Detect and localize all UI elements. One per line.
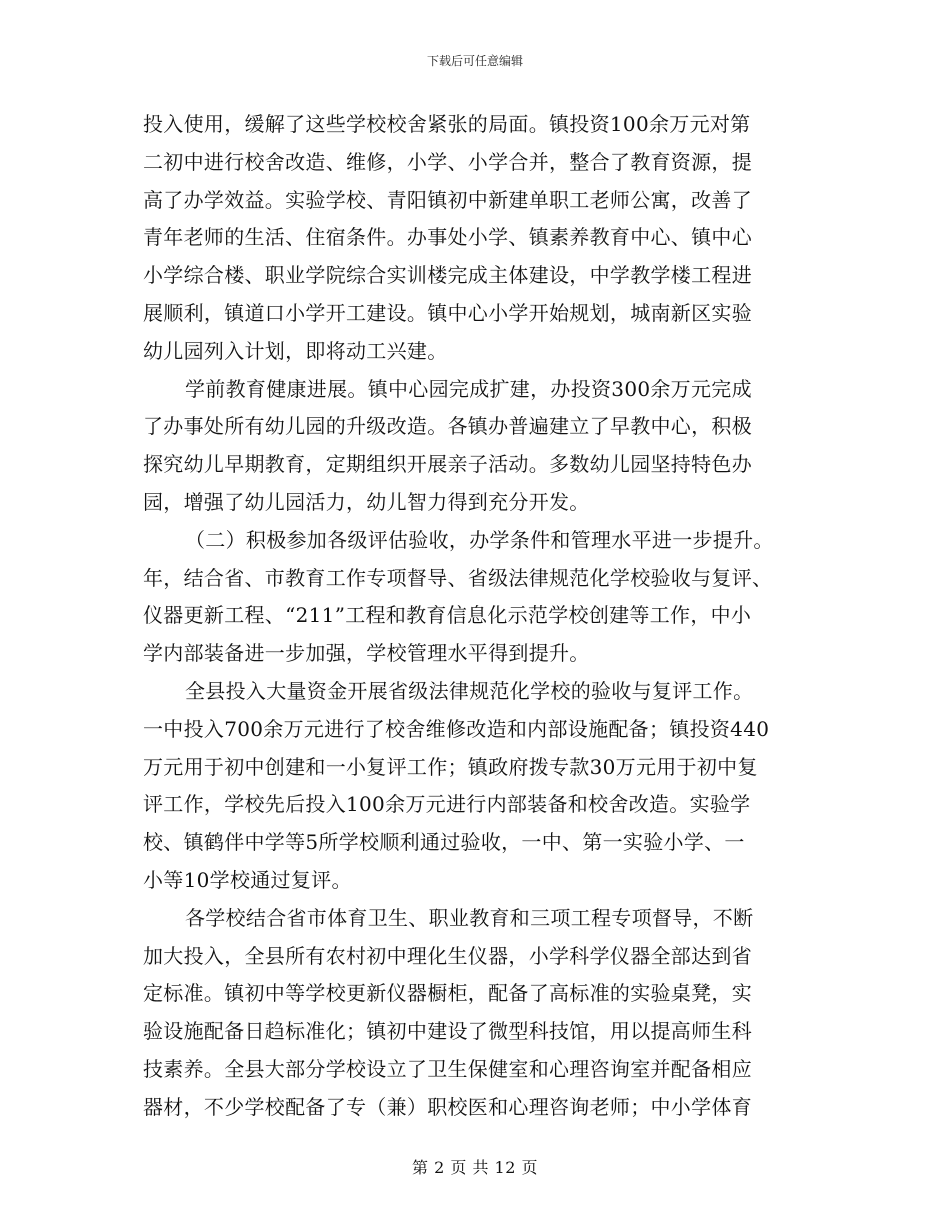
text-line: 园，增强了幼儿园活力，幼儿智力得到充分开发。 bbox=[143, 489, 590, 514]
text-line: 高了办学效益。实验学校、青阳镇初中新建单职工老师公寓，改善了 bbox=[143, 187, 752, 212]
text-line: 小等10学校通过复评。 bbox=[143, 867, 352, 892]
section-heading: （二）积极参加各级评估验收，办学条件和管理水平进一步提升。 bbox=[185, 527, 774, 552]
text-line: 定标准。镇初中等学校更新仪器橱柜，配备了高标准的实验桌凳，实 bbox=[143, 981, 752, 1006]
text-line: 探究幼儿早期教育，定期组织开展亲子活动。多数幼儿园坚持特色办 bbox=[143, 452, 752, 477]
text-line: 万元用于初中创建和一小复评工作；镇政府拨专款30万元用于初中复 bbox=[143, 754, 758, 779]
text-line: 年，结合省、市教育工作专项督导、省级法律规范化学校验收与复评、 bbox=[143, 565, 773, 590]
text-line: 青年老师的生活、住宿条件。办事处小学、镇素养教育中心、镇中心 bbox=[143, 225, 752, 250]
text-line: 二初中进行校舍改造、维修，小学、小学合并，整合了教育资源，提 bbox=[143, 149, 752, 174]
page-number-footer: 第 2 页 共 12 页 bbox=[412, 1158, 538, 1177]
paragraph-first-line: 各学校结合省市体育卫生、职业教育和三项工程专项督导，不断 bbox=[185, 905, 754, 930]
text-line: 小学综合楼、职业学院综合实训楼完成主体建设，中学教学楼工程进 bbox=[143, 263, 752, 288]
text-line: 仪器更新工程、“211”工程和教育信息化示范学校创建等工作，中小 bbox=[143, 603, 752, 628]
text-line: 展顺利，镇道口小学开工建设。镇中心小学开始规划，城南新区实验 bbox=[143, 300, 752, 325]
text-line: 加大投入，全县所有农村初中理化生仪器，小学科学仪器全部达到省 bbox=[143, 943, 752, 968]
text-line: 评工作，学校先后投入100余万元进行内部装备和校舍改造。实验学 bbox=[143, 792, 751, 817]
text-line: 校、镇鹤伴中学等5所学校顺利通过验收，一中、第一实验小学、一 bbox=[143, 830, 745, 855]
text-line: 验设施配备日趋标准化；镇初中建设了微型科技馆，用以提高师生科 bbox=[143, 1019, 752, 1044]
text-line: 技素养。全县大部分学校设立了卫生保健室和心理咨询室并配备相应 bbox=[143, 1056, 752, 1081]
text-line: 器材，不少学校配备了专（兼）职校医和心理咨询老师；中小学体育 bbox=[143, 1094, 752, 1119]
document-body bbox=[143, 106, 815, 1127]
page-header: 下载后可任意编辑 bbox=[426, 54, 523, 68]
paragraph-first-line: 全县投入大量资金开展省级法律规范化学校的验收与复评工作。 bbox=[185, 678, 754, 703]
text-line: 一中投入700余万元进行了校舍维修改造和内部设施配备；镇投资440 bbox=[143, 716, 770, 741]
text-line: 学内部装备进一步加强，学校管理水平得到提升。 bbox=[143, 641, 590, 666]
text-line: 投入使用，缓解了这些学校校舍紧张的局面。镇投资100余万元对第 bbox=[143, 112, 751, 136]
paragraph-first-line: 学前教育健康进展。镇中心园完成扩建，办投资300余万元完成 bbox=[185, 376, 752, 401]
text-line: 幼儿园列入计划，即将动工兴建。 bbox=[143, 338, 448, 363]
text-line: 了办事处所有幼儿园的升级改造。各镇办普遍建立了早教中心，积极 bbox=[143, 414, 752, 439]
